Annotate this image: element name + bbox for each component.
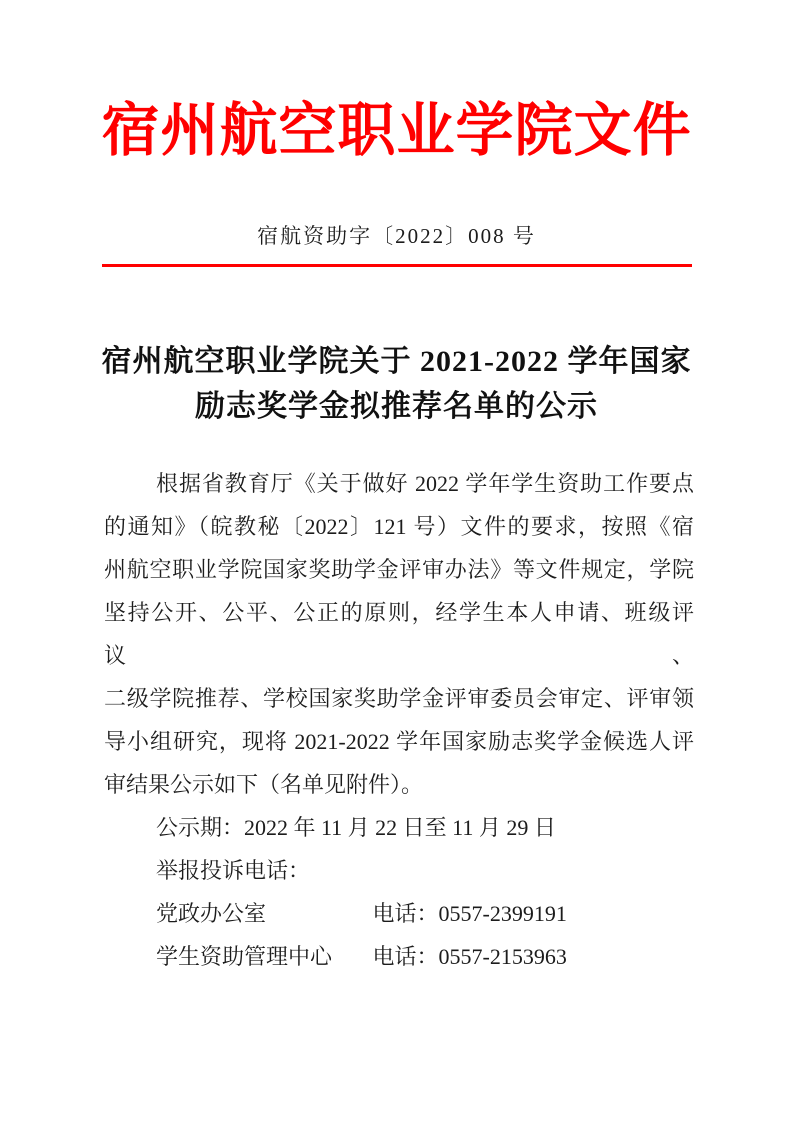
body-line: 坚持公开、公平、公正的原则，经学生本人申请、班级评议、 <box>104 600 694 668</box>
report-phone-label: 举报投诉电话： <box>156 858 311 883</box>
doc-number: 宿航资助字〔2022〕008 号 <box>257 224 536 248</box>
contact-phone: 电话：0557-2153963 <box>372 944 567 969</box>
notice-period-line: 公示期：2022 年 11 月 22 日至 11 月 29 日 <box>156 815 556 840</box>
body-line: 州航空职业学院国家奖助学金评审办法》等文件规定，学院 <box>104 557 694 582</box>
contact-row <box>104 892 694 935</box>
body-line: 的通知》（皖教秘〔2022〕121 号）文件的要求，按照《宿 <box>104 514 694 539</box>
contact-office: 党政办公室 <box>156 901 267 926</box>
contact-office: 学生资助管理中心 <box>156 944 333 969</box>
red-divider-line <box>102 264 692 267</box>
document-title-line1: 宿州航空职业学院关于 2021-2022 学年国家 <box>101 345 692 378</box>
document-body <box>104 462 694 978</box>
document-title-line2: 励志奖学金拟推荐名单的公示 <box>195 390 598 423</box>
body-line: 导小组研究，现将 2021-2022 学年国家励志奖学金候选人评 <box>104 729 694 754</box>
red-header-title: 宿州航空职业学院文件 <box>101 98 692 163</box>
body-line: 根据省教育厅《关于做好 2022 学年学生资助工作要点 <box>156 471 694 496</box>
body-line: 二级学院推荐、学校国家奖助学金评审委员会审定、评审领 <box>104 686 694 711</box>
body-line: 审结果公示如下（名单见附件）。 <box>104 772 424 797</box>
contact-row <box>104 935 694 978</box>
contact-phone: 电话：0557-2399191 <box>372 901 567 926</box>
document-title <box>0 339 793 429</box>
